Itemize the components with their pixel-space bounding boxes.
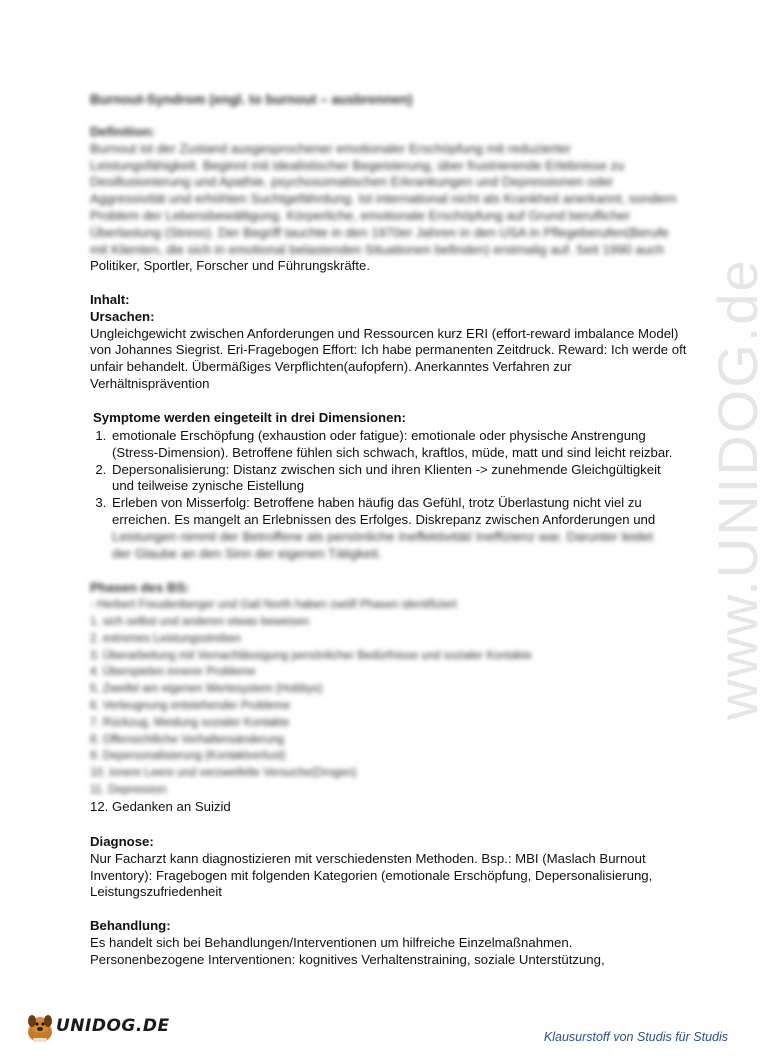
symptom-item bbox=[110, 462, 670, 496]
ursachen-line: unfair behandelt. Übermäßiges Verpflichten(aufopfern). Anerkanntes Verfahren zur bbox=[90, 359, 572, 375]
symptome-heading: Symptome werden eingeteilt in drei Dimensionen: bbox=[93, 410, 406, 425]
behandlung-line: Personenbezogene Interventionen: kognitives Verhaltenstraining, soziale Unterstützung, bbox=[90, 951, 605, 967]
phase-item: 3. Überarbeitung mit Vernachlässigung persönlicher Bedürfnisse und sozialer Kontakte bbox=[90, 649, 532, 662]
phase-item: 7. Rückzug, Meidung sozialer Kontakte bbox=[90, 716, 290, 729]
symptom-line: 1. emotionale Erschöpfung (exhaustion oder fatigue): emotionale oder physische Anstrengung bbox=[112, 428, 646, 443]
symptom-line: und teilweise zynische Eistellung bbox=[112, 478, 305, 494]
symptom-item bbox=[110, 495, 670, 562]
symptom-line: erreichen. Es mangelt an Erlebnissen des Erfolges. Diskrepanz zwischen Anforderungen und bbox=[112, 511, 656, 527]
definition-line: Problem der Lebensbewältigung. Körperliche, emotionale Erschöpfung auf Grund beruflicher bbox=[90, 207, 631, 223]
phase-12: 12. Gedanken an Suizid bbox=[90, 799, 231, 814]
footer-slogan: Klausurstoff von Studis für Studis bbox=[543, 1030, 728, 1044]
ursachen-line: Ungleichgewicht zwischen Anforderungen und Ressourcen kurz ERI (effort-reward imbalance Model) bbox=[90, 325, 679, 341]
definition-section bbox=[90, 124, 677, 258]
diagnose-line: Leistungszufriedenheit bbox=[90, 884, 222, 900]
definition-line: Desillusionierung und Apathie, psychosomatischen Erkrankungen und Depressionen oder bbox=[90, 174, 614, 190]
diagnose-heading: Diagnose: bbox=[90, 834, 154, 849]
phase-item: 11. Depression bbox=[90, 783, 167, 796]
behandlung-section bbox=[90, 918, 660, 968]
phase-item: 8. Offensichtliche Verhaltensänderung bbox=[90, 733, 285, 746]
definition-line: mit Klienten, die sich in emotional belastenden Situationen befinden) erstmalig auf. Seit 1990 auch bbox=[90, 241, 665, 257]
definition-line: Aggressivität und erhöhten Suchtgefährdung. Ist international nicht als Krankheit anerkannt, sondern bbox=[90, 191, 677, 207]
phasen-heading: Phasen des BS: bbox=[90, 580, 190, 595]
phase-item: 10. innere Leere und verzweifelte Versuche(Drogen) bbox=[90, 767, 357, 780]
phase-item: 5. Zweifel am eigenen Wertesystem (Hobbys) bbox=[90, 683, 323, 696]
diagnose-section bbox=[90, 834, 660, 901]
unidog-logo[interactable] bbox=[22, 1010, 170, 1050]
definition-line: Leistungsfähigkeit. Beginnt mit idealistischer Begeisterung, über frustrierende Erlebnisse zu bbox=[90, 157, 625, 173]
behandlung-heading: Behandlung: bbox=[90, 918, 171, 933]
phase-item: 9. Depersonalisierung (Kontaktverlust) bbox=[90, 750, 286, 763]
phase-item: 1. sich selbst und anderen etwas beweisen bbox=[90, 616, 310, 628]
document-title: Burnout-Syndrom (engl. to burnout – ausbrennen) bbox=[90, 92, 413, 107]
symptom-line-blurred: Leistungen nimmt der Betroffene als persönliche Ineffektivität/ Ineffizienz war. Darunter leidet bbox=[112, 528, 653, 544]
ursachen-heading: Ursachen: bbox=[90, 308, 155, 324]
ursachen-section bbox=[90, 292, 687, 393]
symptom-line: 3. Erleben von Misserfolg: Betroffene haben häufig das Gefühl, trotz Überlastung nicht viel zu bbox=[112, 495, 642, 511]
definition-last-line: Politiker, Sportler, Forscher und Führungskräfte. bbox=[90, 258, 370, 273]
ursachen-line: von Johannes Siegrist. Eri-Fragebogen Effort: Ich habe permanenten Zeitdruck. Reward: Ich werde oft bbox=[90, 342, 687, 358]
definition-line: Burnout ist der Zustand ausgesprochener emotionaler Erschöpfung mit reduzierter bbox=[90, 140, 571, 156]
phase-item: 2. extremes Leistungsstreben bbox=[90, 632, 241, 645]
logo-text: UNIDOG.DE bbox=[56, 1016, 170, 1036]
definition-heading: Definition: bbox=[90, 124, 156, 139]
phase-item: 4. Überspielen innerer Probleme bbox=[90, 666, 256, 679]
behandlung-line: Es handelt sich bei Behandlungen/Interventionen um hilfreiche Einzelmaßnahmen. bbox=[90, 934, 573, 950]
symptom-line-blurred: der Glaube an den Sinn der eigenen Tätigkeit. bbox=[112, 545, 382, 561]
diagnose-line: Nur Facharzt kann diagnostizieren mit verschiedensten Methoden. Bsp.: MBI (Maslach Burnout bbox=[90, 850, 646, 866]
phasen-intro: - Herbert Freudenberger und Gail North haben zwölf Phasen identifiziert bbox=[90, 598, 457, 611]
phasen-list bbox=[90, 614, 532, 799]
phasen-section bbox=[90, 580, 660, 614]
ursachen-line: Verhältnisprävention bbox=[90, 375, 210, 391]
phase-item: 6. Verleugnung entstehender Probleme bbox=[90, 699, 291, 712]
symptom-line: 2. Depersonalisierung: Distanz zwischen sich und ihren Klienten -> zunehmende Gleichgültigkeit bbox=[112, 461, 661, 477]
dog-mascot-icon bbox=[22, 1010, 58, 1046]
definition-line: Überlastung (Stress). Der Begriff tauchte in den 1970er Jahren in den USA in Pflegeberufen(Berufe bbox=[90, 224, 669, 240]
symptom-item bbox=[110, 428, 673, 462]
inhalt-heading: Inhalt: bbox=[90, 292, 130, 307]
symptome-list bbox=[92, 428, 673, 562]
diagnose-line: Inventory): Fragebogen mit folgenden Kategorien (emotionale Erschöpfung, Depersonalisierung, bbox=[90, 867, 653, 883]
symptom-line: (Stress-Dimension). Betroffene fühlen sich schwach, kraftlos, müde, matt und sind leicht reizbar. bbox=[112, 444, 673, 460]
watermark: www.UNIDOG.de bbox=[706, 258, 769, 720]
